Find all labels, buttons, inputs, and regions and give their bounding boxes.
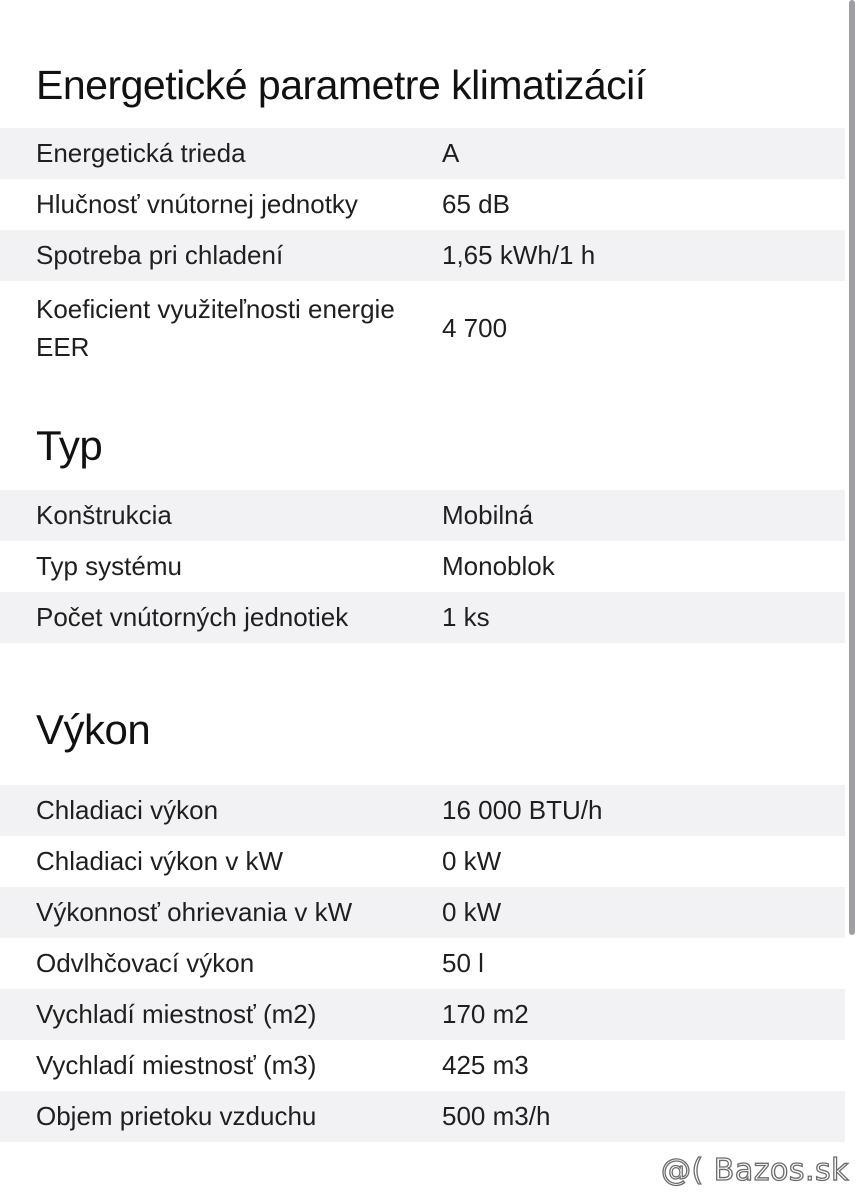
section-title-vykon: Výkon	[36, 706, 151, 753]
row-value: 0 kW	[442, 897, 502, 927]
vykon-spec-table	[0, 785, 845, 1142]
table-row	[0, 490, 845, 541]
row-value: Mobilná	[442, 500, 534, 530]
row-label: Odvlhčovací výkon	[36, 948, 255, 978]
row-value: 1,65 kWh/1 h	[442, 240, 596, 270]
table-row	[0, 938, 845, 989]
typ-spec-table	[0, 490, 845, 643]
row-label: Vychladí miestnosť (m2)	[36, 999, 317, 1029]
section-title-energy: Energetické parametre klimatizácií	[36, 62, 646, 108]
row-label: Hlučnosť vnútornej jednotky	[36, 189, 358, 219]
row-value: 170 m2	[442, 999, 529, 1029]
section-title-typ: Typ	[36, 422, 103, 469]
row-value: Monoblok	[442, 551, 555, 581]
row-label: Chladiaci výkon v kW	[36, 846, 284, 876]
row-label: Energetická trieda	[36, 138, 246, 168]
row-value: 50 l	[442, 948, 484, 978]
row-label: Objem prietoku vzduchu	[36, 1101, 317, 1131]
table-row	[0, 128, 845, 179]
vertical-scrollbar[interactable]	[849, 0, 855, 935]
row-label: Koeficient využiteľnosti energie EER	[36, 293, 395, 362]
table-row	[0, 887, 845, 938]
row-value: 1 ks	[442, 602, 490, 632]
row-value: 65 dB	[442, 189, 510, 219]
table-row	[0, 1040, 845, 1091]
row-label: Výkonnosť ohrievania v kW	[36, 897, 353, 927]
row-value: 0 kW	[442, 846, 502, 876]
row-label: Počet vnútorných jednotiek	[36, 602, 349, 632]
row-label: Vychladí miestnosť (m3)	[36, 1050, 317, 1080]
table-row	[0, 281, 845, 374]
table-row	[0, 785, 845, 836]
row-label: Spotreba pri chladení	[36, 240, 284, 270]
row-value: 425 m3	[442, 1050, 529, 1080]
row-value: 16 000 BTU/h	[442, 795, 603, 825]
table-row	[0, 230, 845, 281]
table-row	[0, 1091, 845, 1142]
row-value: 4 700	[442, 312, 508, 343]
table-row	[0, 592, 845, 643]
row-value: 500 m3/h	[442, 1101, 551, 1131]
table-row	[0, 989, 845, 1040]
row-label: Chladiaci výkon	[36, 795, 219, 825]
energy-spec-table	[0, 128, 845, 374]
table-row	[0, 541, 845, 592]
table-row	[0, 179, 845, 230]
table-row	[0, 836, 845, 887]
bazos-watermark: @( Bazos.sk	[661, 1153, 849, 1188]
row-value: A	[442, 138, 460, 168]
row-label: Typ systému	[36, 551, 182, 581]
row-label: Konštrukcia	[36, 500, 172, 530]
